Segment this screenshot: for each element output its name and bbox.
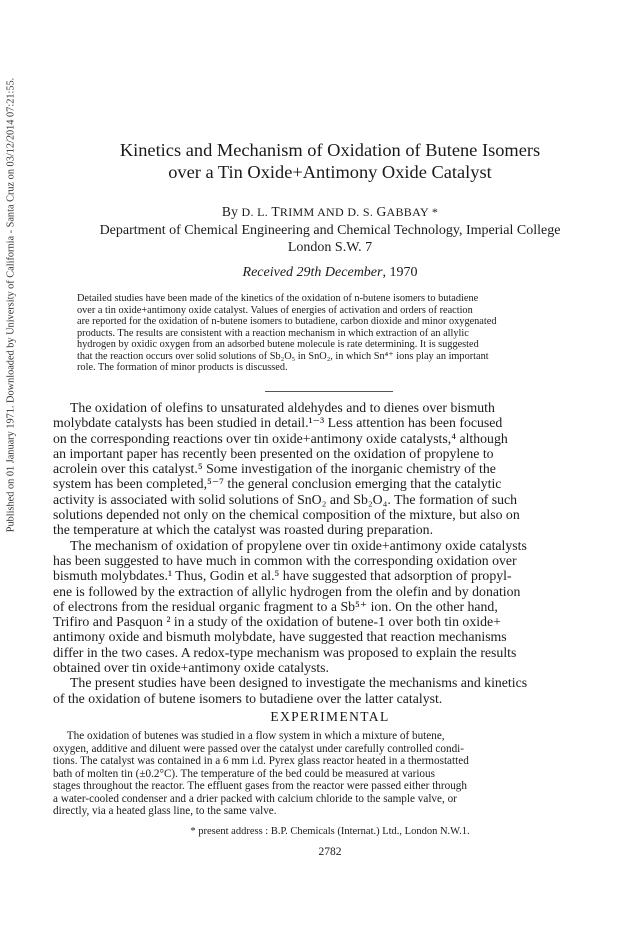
- page-number: 2782: [318, 846, 342, 858]
- affiliation: [40, 222, 620, 256]
- author-line: [40, 204, 620, 220]
- body-line: has been suggested to have much in common with the corresponding oxidation over: [53, 552, 517, 568]
- author1-initials: D. L.: [241, 205, 269, 219]
- body-line: differ in the two cases. A redox-type mechanism was proposed to explain the results: [53, 644, 517, 660]
- abstract-line: over a tin oxide+antimony oxide catalyst. Values of energies of activation and orders of reaction: [77, 304, 473, 316]
- download-notice: [1, 0, 21, 936]
- experimental-text: [53, 730, 584, 818]
- abstract-line: are reported for the oxidation of n-butene isomers to butadiene, carbon dioxide and minor oxygenated: [77, 316, 497, 327]
- body-line: ene is followed by the extraction of allylic hydrogen from the olefin and by donation: [53, 583, 521, 599]
- body-line: an important paper has recently been presented on the oxidation of propylene to: [53, 445, 494, 461]
- abstract-line: products. The results are consistent with a reaction mechanism in which extraction of an allylic: [77, 327, 469, 339]
- abstract: [77, 293, 584, 374]
- download-notice-text: Published on 01 January 1971. Downloaded by University of California - Santa Cruz on 03/12/2014 07:21:55.: [5, 77, 17, 533]
- received-year: , 1970: [382, 265, 418, 280]
- footnote: * present address : B.P. Chemicals (Internat.) Ltd., London N.W.1.: [190, 826, 470, 837]
- experimental-line: oxygen, additive and diluent were passed over the catalyst under carefully controlled condi-: [53, 742, 464, 755]
- body-line: The mechanism of oxidation of propylene over tin oxide+antimony oxide catalysts: [53, 537, 527, 553]
- body-line: bismuth molybdates.¹ Thus, Godin et al.⁵ have suggested that adsorption of propyl-: [53, 568, 512, 584]
- experimental-line: bath of molten tin (±0.2°C). The temperature of the bed could be measured at various: [53, 767, 435, 780]
- body-line: of electrons from the residual organic fragment to a Sb⁵⁺ ion. On the other hand,: [53, 598, 498, 614]
- introduction-text: [53, 400, 584, 706]
- author2-initials: D. S.: [347, 205, 374, 219]
- title-line-1: Kinetics and Mechanism of Oxidation of Butene Isomers: [119, 140, 541, 160]
- author2-capital: G: [376, 204, 387, 219]
- body-line: antimony oxide and bismuth molybdate, have suggested that reaction mechanisms: [53, 629, 507, 645]
- author1-surname: RIMM: [279, 205, 315, 219]
- author1-capital: T: [271, 204, 280, 219]
- received-day: 29th December: [296, 265, 383, 280]
- experimental-line: The oxidation of butenes was studied in a flow system in which a mixture of butene,: [53, 730, 445, 742]
- body-line: acrolein over this catalyst.⁵ Some investigation of the inorganic chemistry of the: [53, 461, 496, 477]
- body-line: system has been completed,⁵⁻⁷ the general conclusion emerging that the catalytic: [53, 476, 502, 492]
- body-line: the temperature at which the catalyst was roasted during preparation.: [53, 522, 434, 538]
- footnote-star: *: [431, 205, 439, 219]
- body-line: solutions depended not only on the chemical composition of the mixture, but also on: [53, 507, 520, 523]
- abstract-line: that the reaction occurs over solid solutions of Sb₂O₅ in SnO₂, in which Sn⁴⁺ ions play an important: [77, 350, 489, 362]
- experimental-line: stages throughout the reactor. The effluent gases from the reactor were passed either through: [53, 780, 467, 792]
- author-and: AND: [317, 205, 344, 219]
- body-line: activity is associated with solid solutions of SnO₂ and Sb₂O₄. The formation of such: [53, 491, 518, 507]
- body-line: on the corresponding reactions over tin oxide+antimony oxide catalysts,⁴ although: [53, 430, 508, 446]
- body-line: Trifiro and Pasquon ² in a study of the oxidation of butene-1 over both tin oxide+: [53, 614, 501, 630]
- body-line: molybdate catalysts has been studied in detail.¹⁻³ Less attention has been focused: [53, 415, 503, 431]
- experimental-line: directly, via a heated glass line, to the same valve.: [53, 805, 277, 817]
- received-date: [40, 265, 620, 281]
- experimental-line: a water-cooled condenser and a drier packed with calcium chloride to the sample valve, or: [53, 792, 457, 805]
- body-line: obtained over tin oxide+antimony oxide catalysts.: [53, 660, 329, 676]
- affiliation-line-2: London S.W. 7: [287, 240, 373, 255]
- abstract-line: role. The formation of minor products is discussed.: [77, 362, 288, 373]
- section-heading: EXPERIMENTAL: [270, 709, 390, 724]
- abstract-line: Detailed studies have been made of the kinetics of the oxidation of n-butene isomers to butadiene: [77, 293, 479, 304]
- received-label: Received: [242, 265, 294, 280]
- body-line: The oxidation of olefins to unsaturated aldehydes and to dienes over bismuth: [53, 400, 495, 415]
- by-initial: By: [221, 204, 239, 219]
- body-line: of the oxidation of butene isomers to butadiene over the latter catalyst.: [53, 690, 443, 706]
- body-line: The present studies have been designed to investigate the mechanisms and kinetics: [53, 675, 528, 691]
- section-divider: [265, 391, 393, 392]
- abstract-line: hydrogen by oxidic oxygen from an adsorbed butene molecule is rate determining. It is suggested: [77, 339, 479, 350]
- experimental-line: tions. The catalyst was contained in a 6 mm i.d. Pyrex glass reactor heated in a thermostatted: [53, 755, 469, 767]
- paper-title: [40, 139, 620, 183]
- author2-surname: ABBAY: [386, 205, 429, 219]
- affiliation-line-1: Department of Chemical Engineering and Chemical Technology, Imperial College: [99, 223, 561, 238]
- title-line-2: over a Tin Oxide+Antimony Oxide Catalyst: [168, 162, 492, 182]
